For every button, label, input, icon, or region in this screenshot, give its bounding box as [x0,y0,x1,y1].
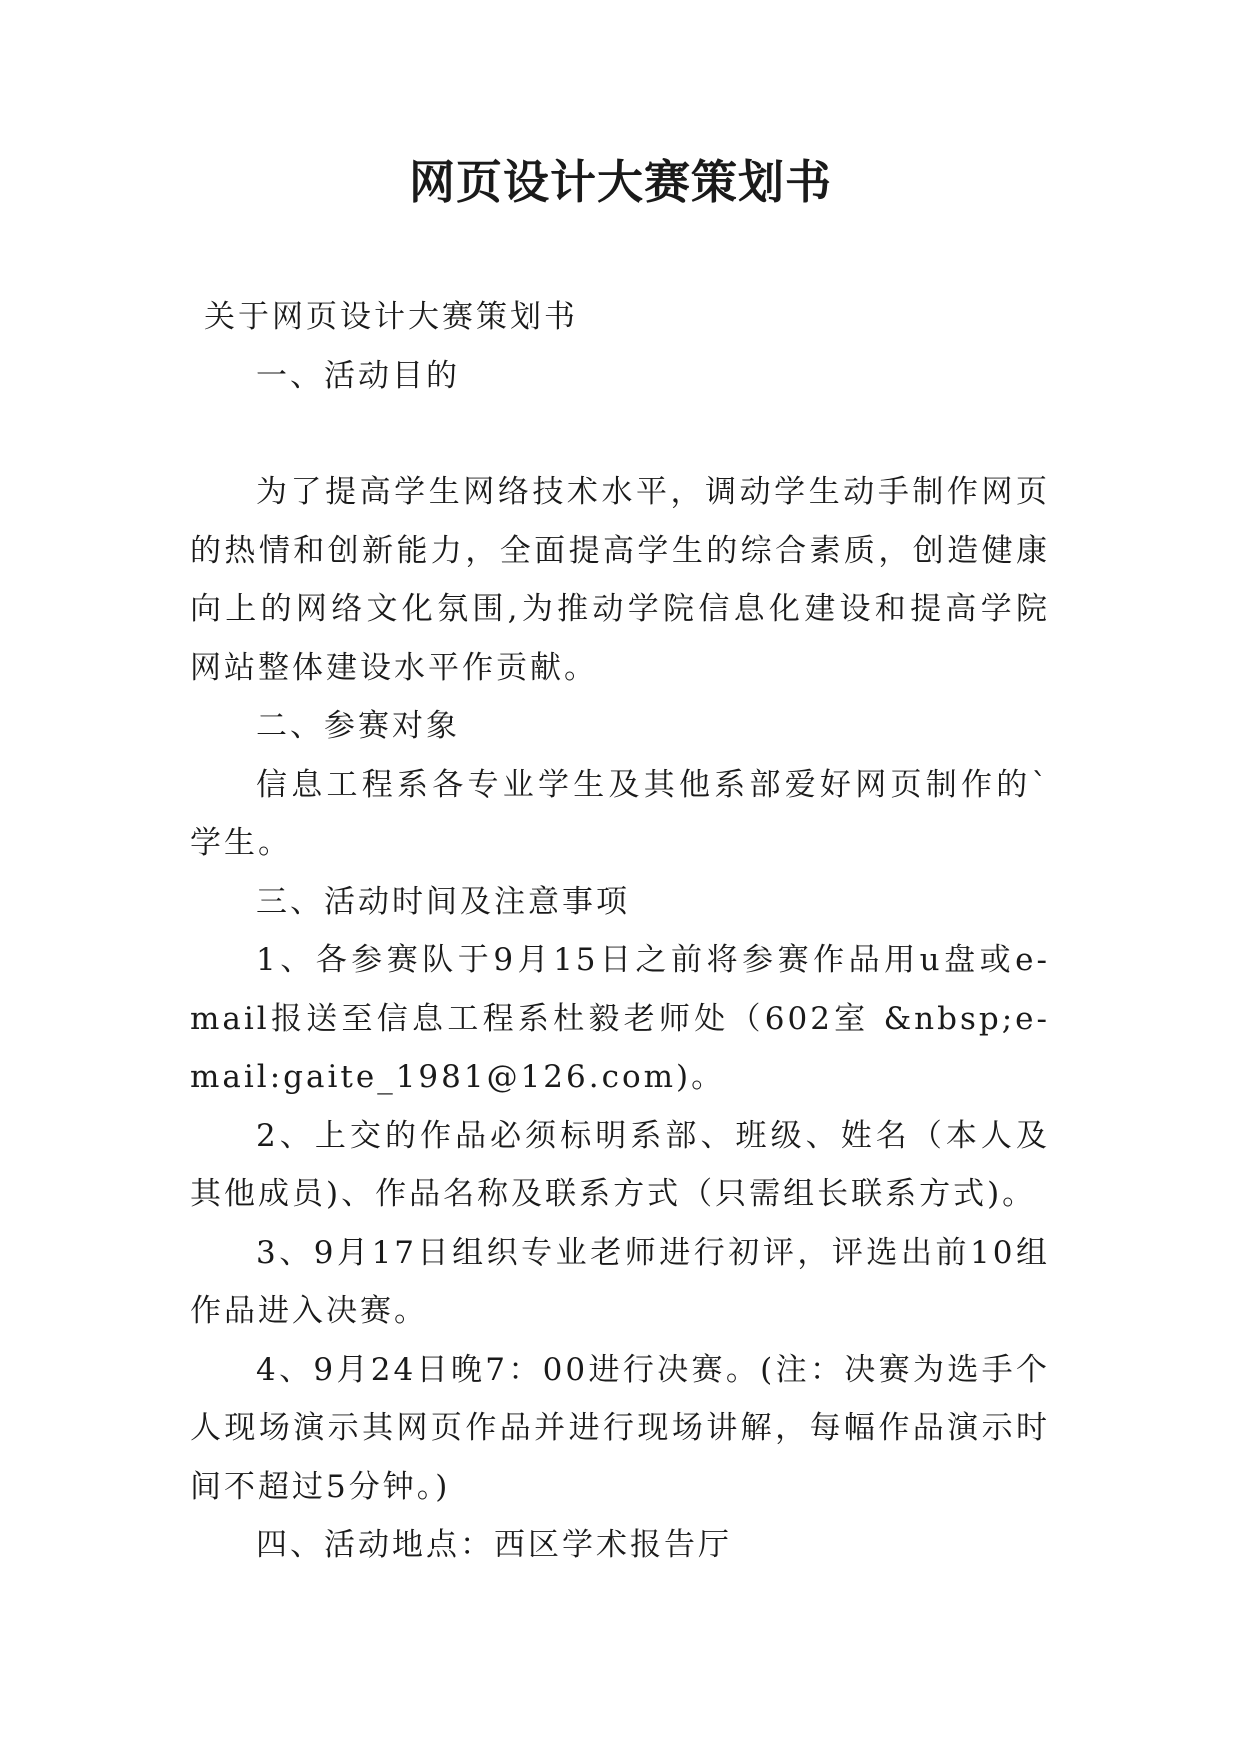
schedule-item-4: 4、9月24日晚7：00进行决赛。(注：决赛为选手个人现场演示其网页作品并进行现场讲解，每幅作品演示时间不超过5分钟。) [190,1351,1050,1505]
document-body [190,288,1050,1575]
section-heading-schedule: 三、活动时间及注意事项 [256,883,630,920]
schedule-item-1: 1、各参赛队于9月15日之前将参赛作品用u盘或e-mail报送至信息工程系杜毅老师处（602室 &nbsp;e-mail:gaite_1981@126.com)。 [190,942,1050,1095]
blank-line [190,405,1050,463]
section-heading-location: 四、活动地点：西区学术报告厅 [256,1527,732,1563]
document-title: 网页设计大赛策划书 [409,155,832,209]
intro-line: 关于网页设计大赛策划书 [204,299,578,335]
schedule-item-2: 2、上交的作品必须标明系部、班级、姓名（本人及其他成员)、作品名称及联系方式（只需组长联系方式)。 [190,1117,1050,1212]
section-heading-purpose: 一、活动目的 [256,357,460,394]
section-heading-participants: 二、参赛对象 [256,708,460,744]
paragraph-purpose: 为了提高学生网络技术水平，调动学生动手制作网页的热情和创新能力，全面提高学生的综合素质，创造健康向上的网络文化氛围,为推动学院信息化建设和提高学院网站整体建设水平作贡献。 [190,474,1050,686]
paragraph-participants: 信息工程系各专业学生及其他系部爱好网页制作的`学生。 [190,766,1050,861]
schedule-item-3: 3、9月17日组织专业老师进行初评，评选出前10组作品进入决赛。 [190,1234,1050,1329]
